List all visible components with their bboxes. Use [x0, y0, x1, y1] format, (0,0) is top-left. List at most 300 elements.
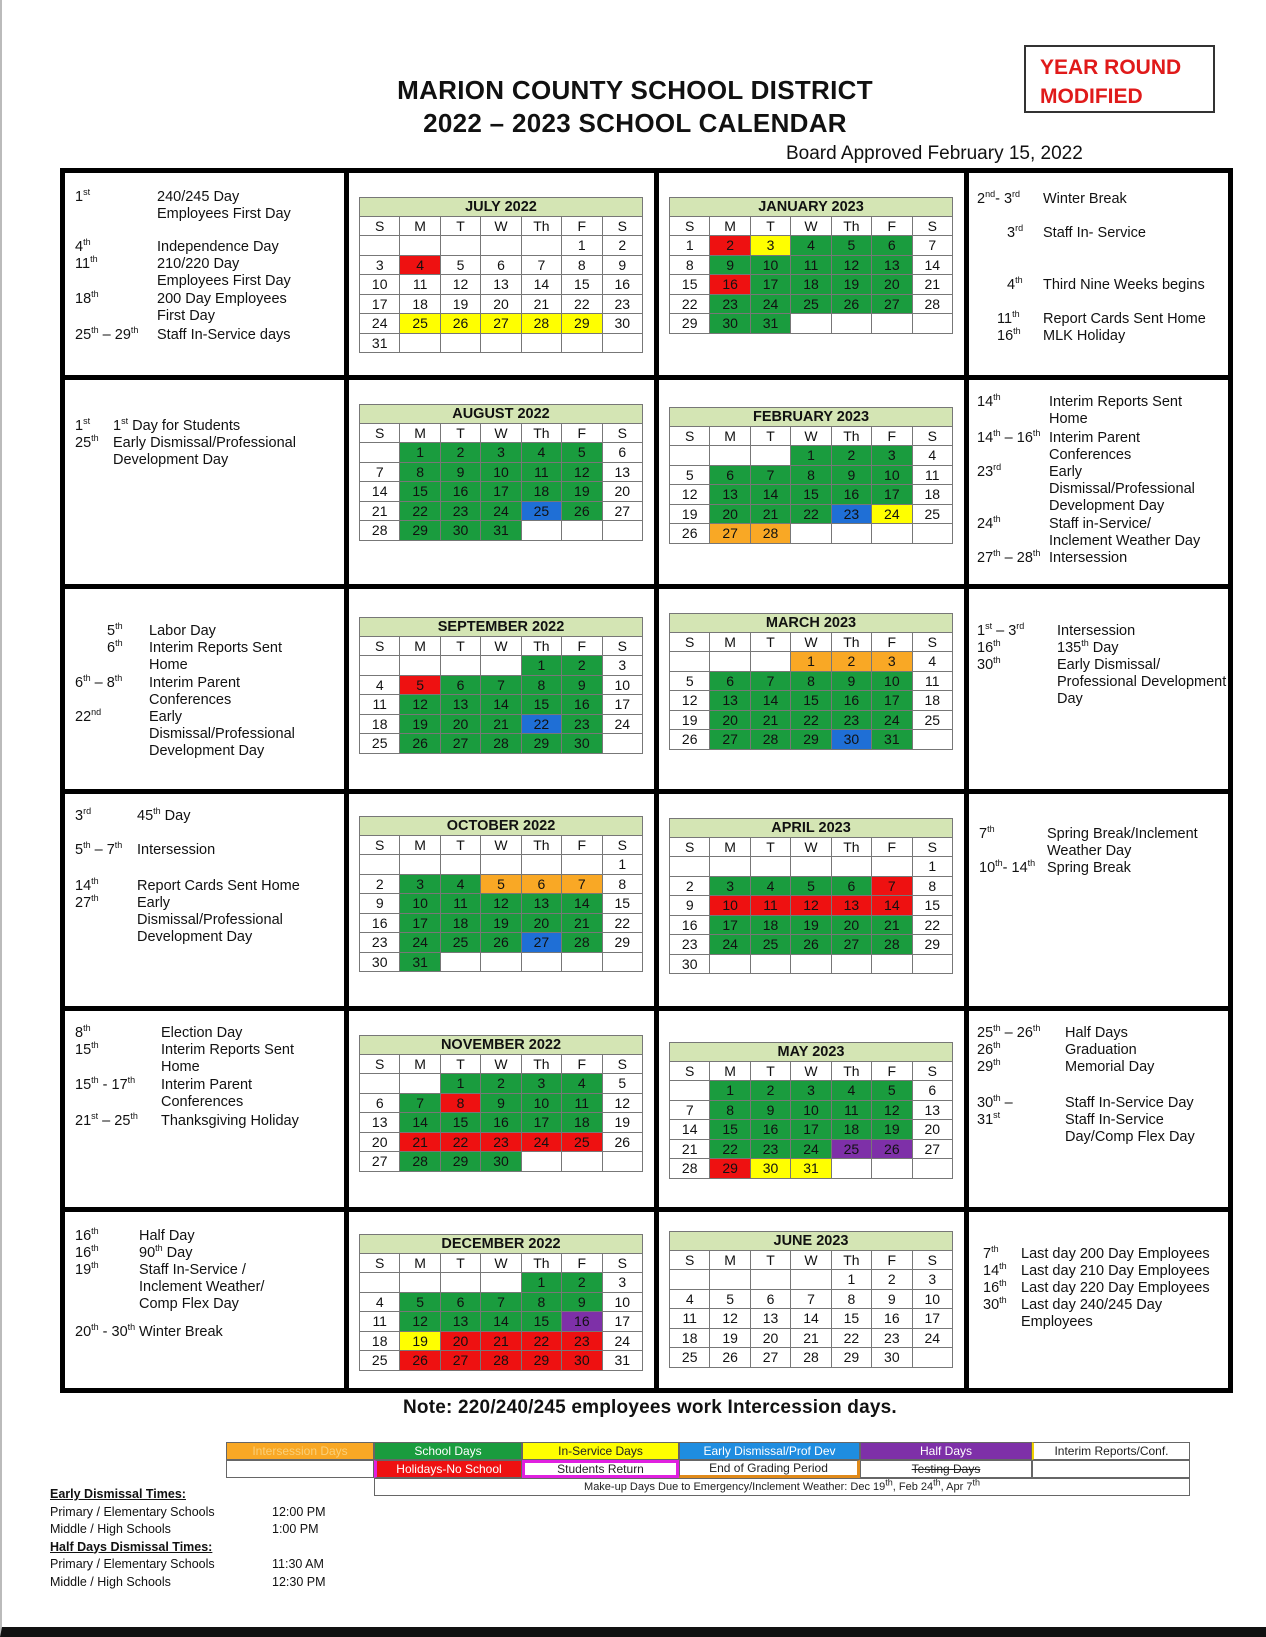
- day-cell: [872, 954, 912, 974]
- day-cell: 28: [562, 933, 602, 953]
- day-cell: 26: [872, 1139, 912, 1159]
- day-cell: 11: [670, 1309, 710, 1329]
- weekday-header: W: [791, 217, 831, 236]
- day-cell: 24: [521, 1132, 561, 1152]
- day-cell: 8: [440, 1093, 480, 1113]
- day-cell: 1: [791, 446, 831, 466]
- day-cell: 28: [481, 1351, 521, 1371]
- day-cell: [481, 1273, 521, 1293]
- day-cell: [481, 952, 521, 972]
- month-cell: [349, 794, 654, 1006]
- month-header: OCTOBER 2022: [360, 817, 643, 836]
- event-date: 18th: [75, 289, 99, 307]
- week-row: [360, 1312, 643, 1332]
- day-cell: 19: [400, 714, 440, 734]
- day-cell: 6: [710, 671, 750, 691]
- day-cell: 6: [481, 255, 521, 275]
- day-cell: 14: [750, 485, 790, 505]
- day-cell: [400, 855, 440, 875]
- day-cell: 17: [710, 915, 750, 935]
- day-cell: 17: [750, 275, 790, 295]
- weekday-header: T: [750, 633, 790, 652]
- month-cell: [659, 173, 964, 375]
- week-row: [670, 1348, 953, 1368]
- event-date: 4th 11th: [75, 237, 98, 272]
- day-cell: 4: [831, 1081, 871, 1101]
- day-cell: 5: [400, 675, 440, 695]
- day-cell: 4: [360, 1292, 400, 1312]
- half-middle-row: [50, 1574, 350, 1592]
- day-cell: [521, 855, 561, 875]
- day-cell: 28: [360, 521, 400, 541]
- day-cell: 4: [360, 675, 400, 695]
- day-cell: 21: [360, 501, 400, 521]
- event-text: Labor Day Interim Reports Sent Home: [149, 623, 282, 673]
- day-cell: 9: [562, 1292, 602, 1312]
- day-cell: 10: [521, 1093, 561, 1113]
- day-cell: 24: [872, 710, 912, 730]
- day-cell: 6: [360, 1093, 400, 1113]
- event-text: Interim Parent Conferences: [1049, 430, 1141, 463]
- weekday-header: Th: [831, 427, 871, 446]
- day-cell: 24: [400, 933, 440, 953]
- day-cell: 11: [562, 1093, 602, 1113]
- day-cell: 16: [872, 1309, 912, 1329]
- weekday-header: W: [481, 836, 521, 855]
- day-cell: 15: [670, 275, 710, 295]
- day-cell: 23: [872, 1328, 912, 1348]
- weekday-header: S: [670, 1251, 710, 1270]
- weekday-header: S: [670, 1062, 710, 1081]
- legend-blank: [226, 1460, 374, 1478]
- month-cell: [659, 794, 964, 1006]
- weekday-header: Th: [831, 633, 871, 652]
- day-cell: [750, 652, 790, 672]
- day-cell: 18: [750, 915, 790, 935]
- day-cell: [360, 236, 400, 256]
- weekday-header: S: [670, 838, 710, 857]
- day-cell: 1: [831, 1270, 871, 1290]
- week-row: [360, 714, 643, 734]
- day-cell: 15: [602, 894, 642, 914]
- week-row: [360, 294, 643, 314]
- month-cell: [659, 1212, 964, 1388]
- day-cell: 25: [360, 1351, 400, 1371]
- day-cell: 20: [521, 913, 561, 933]
- day-cell: 2: [831, 652, 871, 672]
- month-table: [669, 197, 953, 334]
- day-cell: [360, 855, 400, 875]
- day-cell: [791, 954, 831, 974]
- day-cell: [602, 521, 642, 541]
- weekday-header: S: [602, 217, 642, 236]
- early-primary-row: [50, 1504, 350, 1522]
- day-cell: 8: [670, 255, 710, 275]
- day-cell: 20: [481, 294, 521, 314]
- week-row: [670, 896, 953, 916]
- day-cell: 14: [481, 695, 521, 715]
- month-cell: [349, 589, 654, 789]
- month-cell: [349, 1212, 654, 1388]
- day-cell: 11: [831, 1100, 871, 1120]
- legend-half-days: Half Days: [860, 1442, 1032, 1460]
- week-row: [670, 275, 953, 295]
- day-cell: 25: [360, 734, 400, 754]
- day-cell: 14: [670, 1120, 710, 1140]
- day-cell: [831, 524, 871, 544]
- day-cell: 21: [400, 1132, 440, 1152]
- weekday-header: S: [912, 633, 952, 652]
- week-row: [360, 952, 643, 972]
- month-cell: [659, 589, 964, 789]
- day-cell: 2: [562, 1273, 602, 1293]
- day-cell: 3: [750, 236, 790, 256]
- event-date: 4th: [1007, 275, 1023, 293]
- day-cell: 27: [440, 734, 480, 754]
- day-cell: 1: [602, 855, 642, 875]
- day-cell: 18: [521, 482, 561, 502]
- day-cell: 11: [521, 462, 561, 482]
- month-table: [669, 1231, 953, 1368]
- day-cell: 14: [360, 482, 400, 502]
- legend-end-grading: End of Grading Period: [679, 1460, 860, 1478]
- day-cell: 12: [562, 462, 602, 482]
- day-cell: 21: [912, 275, 952, 295]
- day-cell: 28: [400, 1152, 440, 1172]
- week-row: [360, 695, 643, 715]
- half-primary-row: [50, 1556, 350, 1574]
- weekday-header: T: [750, 1062, 790, 1081]
- day-cell: 6: [750, 1289, 790, 1309]
- day-cell: [562, 952, 602, 972]
- weekday-header: M: [400, 1254, 440, 1273]
- day-cell: 8: [562, 255, 602, 275]
- event-text: Interim Parent Conferences: [149, 675, 241, 708]
- day-cell: 12: [791, 896, 831, 916]
- day-cell: 16: [360, 913, 400, 933]
- day-cell: 26: [440, 314, 480, 334]
- day-cell: 3: [791, 1081, 831, 1101]
- day-cell: 25: [670, 1348, 710, 1368]
- day-cell: [710, 857, 750, 877]
- event-entry: [75, 189, 315, 223]
- month-header: MAY 2023: [670, 1043, 953, 1062]
- day-cell: 31: [791, 1159, 831, 1179]
- event-date: 22nd: [75, 707, 102, 725]
- event-text: Staff In-Service Day Staff In-Service Day/Comp Flex Day: [1065, 1095, 1195, 1145]
- day-cell: [750, 446, 790, 466]
- event-entry: [979, 826, 1219, 860]
- day-cell: 7: [400, 1093, 440, 1113]
- events-march: [969, 589, 1228, 789]
- day-cell: 15: [562, 275, 602, 295]
- event-text: Winter Break: [1043, 191, 1127, 207]
- day-cell: 5: [562, 443, 602, 463]
- day-cell: 6: [440, 675, 480, 695]
- day-cell: [521, 952, 561, 972]
- day-cell: [602, 1152, 642, 1172]
- event-text: 200 Day Employees First Day: [157, 291, 287, 324]
- day-cell: [440, 952, 480, 972]
- day-cell: [562, 855, 602, 875]
- day-cell: 13: [710, 691, 750, 711]
- event-date: 5th 6th: [107, 621, 123, 656]
- day-cell: 2: [831, 446, 871, 466]
- day-cell: 26: [481, 933, 521, 953]
- day-cell: 20: [440, 714, 480, 734]
- day-cell: 25: [440, 933, 480, 953]
- day-cell: 20: [440, 1331, 480, 1351]
- title-line-1: MARION COUNTY SCHOOL DISTRICT: [397, 75, 873, 105]
- day-cell: 30: [562, 734, 602, 754]
- week-row: [670, 524, 953, 544]
- day-cell: 22: [562, 294, 602, 314]
- day-cell: 21: [791, 1328, 831, 1348]
- month-header: SEPTEMBER 2022: [360, 618, 643, 637]
- day-cell: 22: [602, 913, 642, 933]
- weekday-header: M: [400, 637, 440, 656]
- day-cell: [670, 1270, 710, 1290]
- day-cell: 23: [562, 714, 602, 734]
- day-cell: 11: [912, 465, 952, 485]
- day-cell: [440, 333, 480, 353]
- day-cell: 9: [831, 465, 871, 485]
- month-table: [359, 1035, 643, 1172]
- month-header: AUGUST 2022: [360, 405, 643, 424]
- event-text: Interim Reports Sent Home: [1049, 394, 1182, 427]
- day-cell: [360, 443, 400, 463]
- event-date: 1st – 3rd 16th 30th: [977, 621, 1025, 673]
- day-cell: [912, 524, 952, 544]
- day-cell: 7: [791, 1289, 831, 1309]
- week-row: [360, 874, 643, 894]
- day-cell: 19: [602, 1113, 642, 1133]
- week-row: [360, 675, 643, 695]
- day-cell: 2: [602, 236, 642, 256]
- day-cell: [872, 524, 912, 544]
- day-cell: 25: [521, 501, 561, 521]
- weekday-header: W: [481, 1055, 521, 1074]
- event-entry: [75, 878, 315, 946]
- day-cell: 28: [521, 314, 561, 334]
- day-cell: 29: [791, 730, 831, 750]
- day-cell: 16: [562, 695, 602, 715]
- event-entry: [977, 1095, 1217, 1146]
- legend-makeup-days: Make-up Days Due to Emergency/Inclement Weather: Dec 19th, Feb 24th, Apr 7th: [374, 1478, 1190, 1496]
- board-approved-text: Board Approved February 15, 2022: [786, 143, 1083, 164]
- day-cell: 22: [440, 1132, 480, 1152]
- day-cell: 7: [912, 236, 952, 256]
- day-cell: 28: [481, 734, 521, 754]
- day-cell: 17: [602, 695, 642, 715]
- half-middle-label: Middle / High Schools: [50, 1574, 171, 1589]
- day-cell: 29: [400, 521, 440, 541]
- event-entry: [977, 430, 1217, 464]
- half-primary-label: Primary / Elementary Schools: [50, 1557, 215, 1571]
- day-cell: 10: [602, 675, 642, 695]
- day-cell: 15: [521, 1312, 561, 1332]
- day-cell: [912, 954, 952, 974]
- day-cell: 10: [750, 255, 790, 275]
- week-row: [360, 1074, 643, 1094]
- day-cell: 5: [440, 255, 480, 275]
- day-cell: 30: [831, 730, 871, 750]
- day-cell: [602, 333, 642, 353]
- day-cell: 20: [750, 1328, 790, 1348]
- day-cell: 23: [481, 1132, 521, 1152]
- day-cell: 21: [521, 294, 561, 314]
- day-cell: [400, 1074, 440, 1094]
- day-cell: [670, 652, 710, 672]
- event-entry: [977, 550, 1217, 567]
- day-cell: 17: [521, 1113, 561, 1133]
- weekday-header: T: [750, 1251, 790, 1270]
- weekday-header: T: [440, 637, 480, 656]
- title-line-2: 2022 – 2023 SCHOOL CALENDAR: [423, 108, 847, 138]
- day-cell: 3: [710, 876, 750, 896]
- week-row: [670, 1139, 953, 1159]
- day-cell: 24: [791, 1139, 831, 1159]
- day-cell: 25: [750, 935, 790, 955]
- day-cell: 10: [872, 671, 912, 691]
- early-dismissal-heading: Early Dismissal Times:: [50, 1487, 186, 1501]
- day-cell: 1: [440, 1074, 480, 1094]
- week-row: [670, 1270, 953, 1290]
- week-row: [670, 671, 953, 691]
- weekday-header: Th: [521, 836, 561, 855]
- day-cell: 30: [360, 952, 400, 972]
- weekday-header: S: [602, 1254, 642, 1273]
- day-cell: 7: [670, 1100, 710, 1120]
- day-cell: 23: [750, 1139, 790, 1159]
- day-cell: [831, 1159, 871, 1179]
- week-row: [360, 734, 643, 754]
- early-primary-label: Primary / Elementary Schools: [50, 1504, 215, 1519]
- day-cell: 24: [750, 294, 790, 314]
- day-cell: 11: [360, 695, 400, 715]
- month-cell: [349, 1011, 654, 1207]
- week-row: [670, 294, 953, 314]
- events-october: [65, 794, 344, 1006]
- day-cell: 8: [710, 1100, 750, 1120]
- day-cell: 15: [791, 485, 831, 505]
- day-cell: 13: [360, 1113, 400, 1133]
- week-row: [670, 1120, 953, 1140]
- weekday-header: F: [872, 427, 912, 446]
- day-cell: [710, 446, 750, 466]
- day-cell: 6: [912, 1081, 952, 1101]
- weekday-header: W: [791, 838, 831, 857]
- week-row: [360, 1093, 643, 1113]
- weekday-header: W: [791, 633, 831, 652]
- day-cell: 18: [912, 691, 952, 711]
- event-text: Staff in-Service/ Inclement Weather Day: [1049, 516, 1201, 549]
- weekday-header: S: [360, 637, 400, 656]
- week-row: [360, 913, 643, 933]
- day-cell: 24: [872, 504, 912, 524]
- events-january: [969, 173, 1228, 375]
- legend-inservice: In-Service Days: [522, 1442, 679, 1460]
- day-cell: 22: [831, 1328, 871, 1348]
- day-cell: 1: [710, 1081, 750, 1101]
- event-entry: [75, 327, 315, 344]
- week-row: [670, 710, 953, 730]
- month-header: JUNE 2023: [670, 1232, 953, 1251]
- day-cell: 21: [481, 1331, 521, 1351]
- week-row: [360, 275, 643, 295]
- event-entry: [75, 842, 315, 859]
- day-cell: 28: [750, 524, 790, 544]
- event-text: Spring Break/Inclement Weather Day: [1047, 826, 1198, 859]
- event-text: Interim Parent Conferences: [161, 1077, 253, 1110]
- day-cell: 14: [481, 1312, 521, 1332]
- day-cell: 15: [791, 691, 831, 711]
- week-row: [670, 857, 953, 877]
- event-date: 8th 15th: [75, 1023, 99, 1058]
- event-text: Winter Break: [139, 1324, 223, 1340]
- week-row: [670, 446, 953, 466]
- day-cell: 30: [602, 314, 642, 334]
- day-cell: 20: [831, 915, 871, 935]
- day-cell: 1: [912, 857, 952, 877]
- day-cell: 8: [602, 874, 642, 894]
- day-cell: [481, 855, 521, 875]
- weekday-header: M: [710, 217, 750, 236]
- day-cell: [400, 1273, 440, 1293]
- weekday-header: S: [670, 427, 710, 446]
- weekday-header: T: [750, 427, 790, 446]
- day-cell: [440, 236, 480, 256]
- event-date: 21st – 25th: [75, 1111, 138, 1129]
- week-row: [670, 1100, 953, 1120]
- day-cell: 14: [562, 894, 602, 914]
- day-cell: 21: [562, 913, 602, 933]
- day-cell: 10: [791, 1100, 831, 1120]
- weekday-header: F: [872, 1251, 912, 1270]
- day-cell: 15: [400, 482, 440, 502]
- weekday-header: M: [400, 836, 440, 855]
- event-date: 14th – 16th: [977, 428, 1041, 446]
- day-cell: 4: [912, 446, 952, 466]
- day-cell: 5: [670, 465, 710, 485]
- day-cell: 31: [360, 333, 400, 353]
- day-cell: 6: [710, 465, 750, 485]
- day-cell: 24: [481, 501, 521, 521]
- half-primary-time: 11:30 AM: [272, 1557, 324, 1571]
- day-cell: 19: [481, 913, 521, 933]
- event-text: Election Day Interim Reports Sent Home: [161, 1025, 294, 1075]
- week-row: [670, 954, 953, 974]
- day-cell: 25: [562, 1132, 602, 1152]
- half-days-heading: Half Days Dismissal Times:: [50, 1539, 213, 1554]
- day-cell: 26: [400, 734, 440, 754]
- day-cell: [562, 521, 602, 541]
- day-cell: 26: [670, 524, 710, 544]
- event-date: 1st: [75, 187, 91, 205]
- day-cell: [710, 1270, 750, 1290]
- event-entry: [979, 860, 1219, 877]
- event-text: Report Cards Sent Home Early Dismissal/Professional Development Day: [137, 878, 300, 945]
- day-cell: 31: [750, 314, 790, 334]
- week-row: [360, 656, 643, 676]
- day-cell: 27: [602, 501, 642, 521]
- event-date: 3rd: [75, 806, 92, 824]
- day-cell: [521, 521, 561, 541]
- month-table: [669, 1042, 953, 1179]
- weekday-header: M: [710, 1062, 750, 1081]
- day-cell: [912, 730, 952, 750]
- weekday-header: F: [562, 217, 602, 236]
